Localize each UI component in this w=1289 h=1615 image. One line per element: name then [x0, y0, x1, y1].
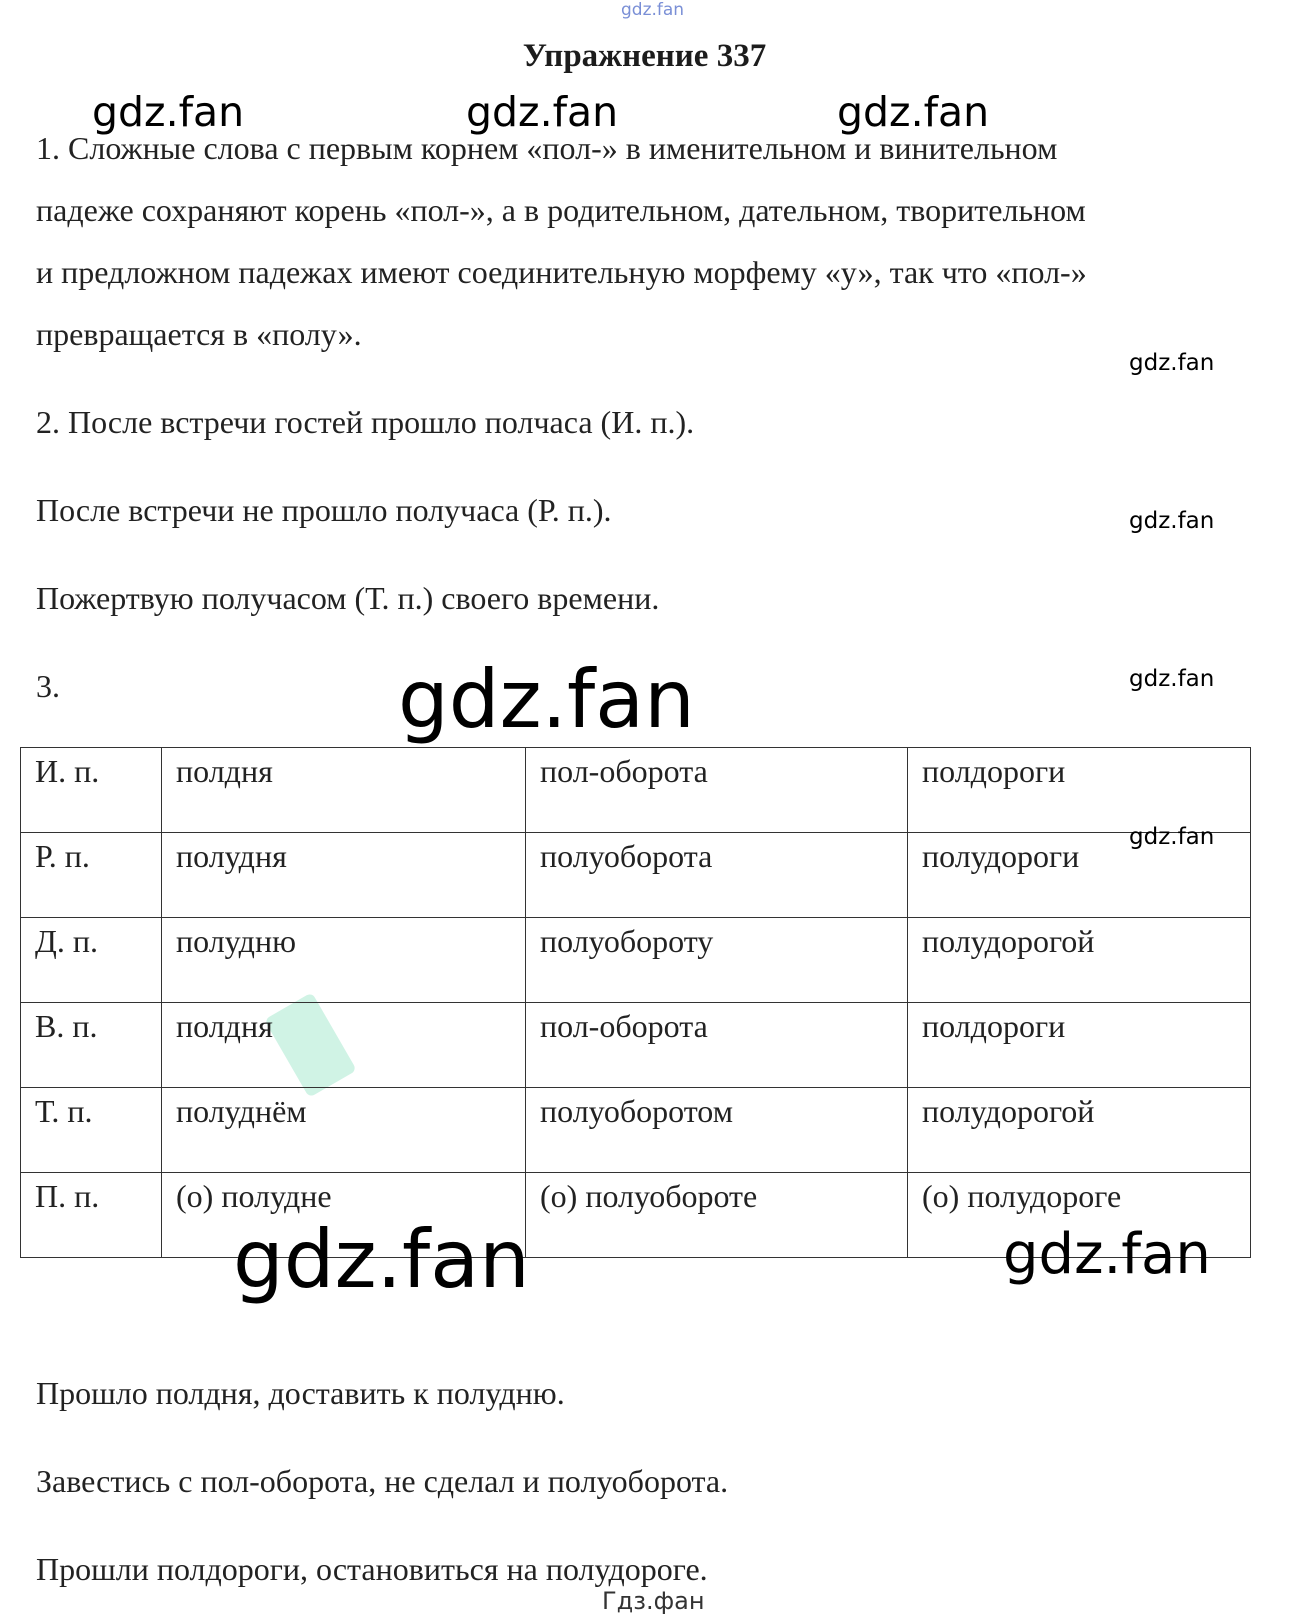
table-cell: полдороги	[908, 1003, 1251, 1088]
table-cell: полуоборотом	[526, 1088, 908, 1173]
point2-sentence-3: Пожертвую получасом (Т. п.) своего времени.	[36, 580, 660, 616]
case-label-cell: Т. п.	[21, 1088, 162, 1173]
watermark-big-1: gdz.fan	[398, 653, 695, 746]
table-row	[21, 918, 1251, 1003]
point2-sentence-1: 2. После встречи гостей прошло полчаса (И. п.).	[36, 404, 695, 440]
case-label-cell: Р. п.	[21, 833, 162, 918]
example-sentence-1: Прошло полдня, доставить к полудню.	[36, 1375, 565, 1411]
watermark-line-1: gdz.fan	[92, 88, 245, 136]
table-cell: полуобороту	[526, 918, 908, 1003]
watermark-big-2: gdz.fan	[233, 1213, 530, 1306]
watermark-side-1: gdz.fan	[1129, 350, 1215, 376]
point1-line-4: превращается в «полу».	[36, 316, 362, 352]
watermark-side-4: gdz.fan	[1129, 824, 1215, 850]
watermark-line-3: gdz.fan	[837, 88, 990, 136]
table-cell: пол-оборота	[526, 748, 908, 833]
point1-line-1: 1. Сложные слова с первым корнем «пол-» в именительном и винительном	[36, 130, 1058, 166]
table-cell: (о) полуобороте	[526, 1173, 908, 1258]
point2-sentence-2: После встречи не прошло получаса (Р. п.).	[36, 492, 612, 528]
table-cell: полдня	[162, 748, 526, 833]
point1-line-2: падеже сохраняют корень «пол-», а в родительном, дательном, творительном	[36, 192, 1086, 228]
page-title: Упражнение 337	[522, 38, 767, 74]
case-label-cell: В. п.	[21, 1003, 162, 1088]
table-cell: полуднём	[162, 1088, 526, 1173]
watermark-line-2: gdz.fan	[466, 88, 619, 136]
table-row	[21, 1003, 1251, 1088]
table-cell: (о) полудне	[162, 1173, 526, 1258]
watermark-big-3: gdz.fan	[1003, 1222, 1211, 1287]
table-cell: полуоборота	[526, 833, 908, 918]
table-row	[21, 748, 1251, 833]
table-row	[21, 1088, 1251, 1173]
table-cell: полудорогой	[908, 1088, 1251, 1173]
example-sentence-2: Завестись с пол-оборота, не сделал и полуоборота.	[36, 1463, 729, 1499]
table-cell: полдня	[162, 1003, 526, 1088]
table-cell: полудороги	[908, 833, 1251, 918]
point1-line-3: и предложном падежах имеют соединительную морфему «у», так что «пол-»	[36, 254, 1087, 290]
table-cell: полудня	[162, 833, 526, 918]
example-sentence-3: Прошли полдороги, остановиться на полудороге.	[36, 1551, 708, 1587]
table-cell: полудорогой	[908, 918, 1251, 1003]
table-cell: пол-оборота	[526, 1003, 908, 1088]
table-cell: полудню	[162, 918, 526, 1003]
case-label-cell: И. п.	[21, 748, 162, 833]
watermark-top: gdz.fan	[621, 0, 685, 20]
table-cell: полдороги	[908, 748, 1251, 833]
point3-label: 3.	[36, 668, 60, 704]
watermark-bottom: Гдз.фан	[602, 1587, 705, 1615]
case-label-cell: Д. п.	[21, 918, 162, 1003]
declension-table	[20, 747, 1251, 1258]
table-row	[21, 833, 1251, 918]
watermark-side-3: gdz.fan	[1129, 666, 1215, 692]
table-cell: (о) полудороге	[908, 1173, 1251, 1258]
watermark-side-2: gdz.fan	[1129, 508, 1215, 534]
case-label-cell: П. п.	[21, 1173, 162, 1258]
